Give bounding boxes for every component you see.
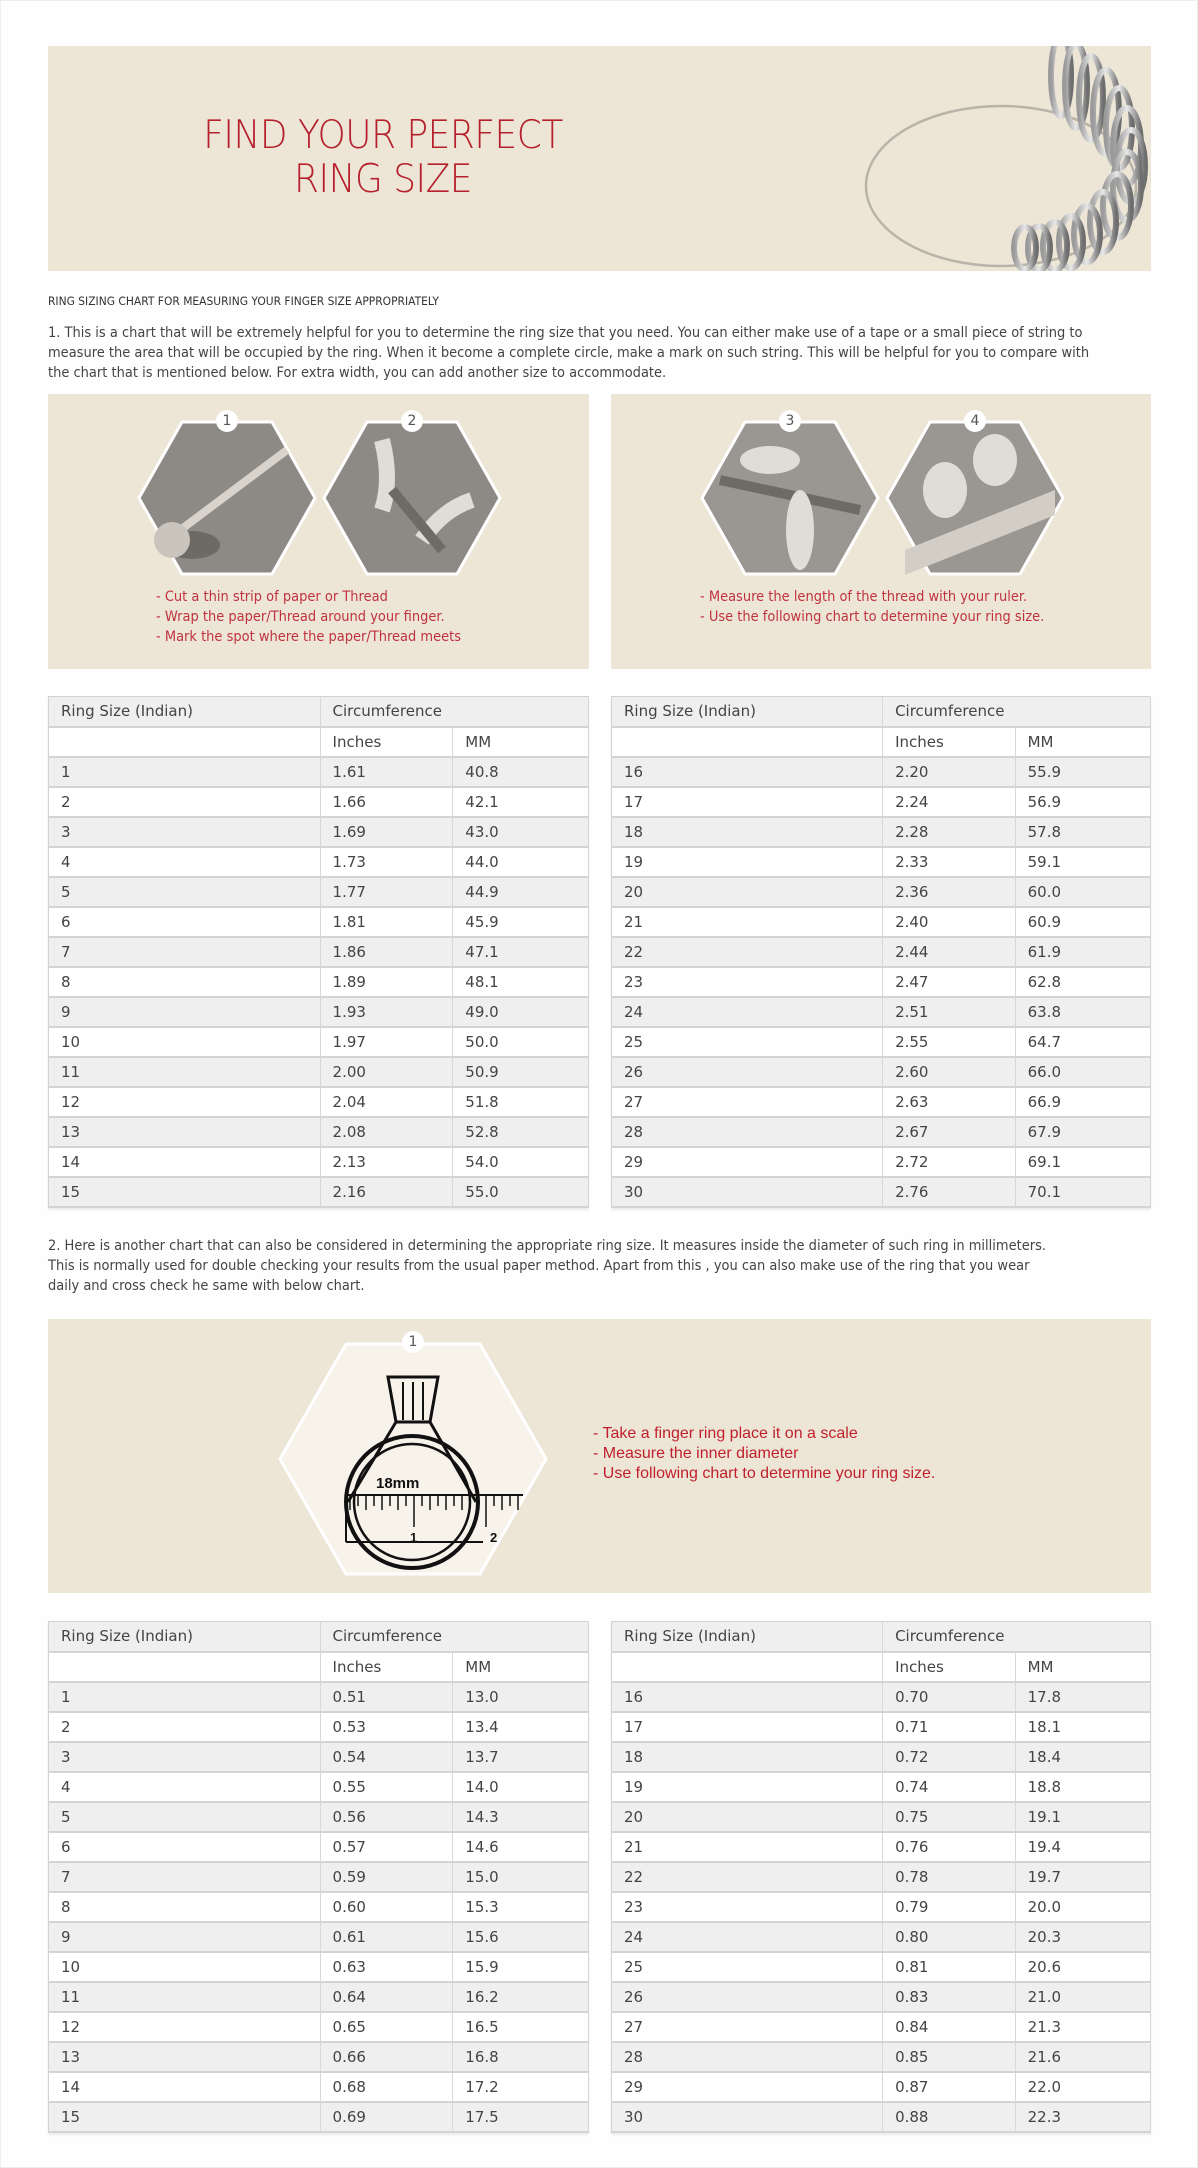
diameter-label: 18mm [376,1475,420,1492]
table-row: 4 1.73 44.0 [49,847,589,877]
table-row: 14 2.13 54.0 [49,1147,589,1177]
table-row: 15 0.69 17.5 [49,2102,589,2132]
instruction-line: - Take a finger ring place it on a scale [593,1425,858,1442]
step-number-badge: 1 [216,410,238,432]
table-row: 18 0.72 18.4 [612,1742,1151,1772]
banner-title-line2: RING SIZE [293,157,473,202]
table-row: 6 1.81 45.9 [49,907,589,937]
step-instructions [700,587,1044,627]
instruction-line: - Measure the inner diameter [593,1445,799,1462]
step-2-illustration [322,420,502,576]
table-row: 20 2.36 60.0 [612,877,1151,907]
table-row: 4 0.55 14.0 [49,1772,589,1802]
paragraph-line: the chart that is mentioned below. For extra width, you can add another size to accommodate. [48,365,667,381]
table-row: 23 0.79 20.0 [612,1892,1151,1922]
table-row: 16 2.20 55.9 [612,757,1151,787]
table-row: 1 1.61 40.8 [49,757,589,787]
instruction-line: - Measure the length of the thread with your ruler. [700,589,1028,605]
circumference-table-sizes-16-30 [611,696,1151,1208]
table-header-row [612,1622,1151,1652]
paragraph-line: This is normally used for double checking your results from the usual paper method. Apart from this , you can also make use of the ring that you wear [48,1258,1030,1274]
table-row: 26 2.60 66.0 [612,1057,1151,1087]
paragraph-line: 1. This is a chart that will be extremely helpful for you to determine the ring size that you need. You can either make use of a tape or a small piece of string to [48,325,1083,341]
table-row: 24 2.51 63.8 [612,997,1151,1027]
table-row: 30 2.76 70.1 [612,1177,1151,1207]
header-mm: MM [1015,1652,1150,1682]
table-row: 19 2.33 59.1 [612,847,1151,877]
table-row: 29 0.87 22.0 [612,2072,1151,2102]
table-row: 21 0.76 19.4 [612,1832,1151,1862]
steps-panel-1-2 [48,394,589,669]
steps-panel-3-4 [611,394,1151,669]
table-subheader-row [49,1652,589,1682]
instruction-line: - Cut a thin strip of paper or Thread [156,589,388,605]
header-inches: Inches [320,1652,453,1682]
circumference-table-sizes-1-15 [48,696,589,1208]
table-row: 5 0.56 14.3 [49,1802,589,1832]
table-row: 10 0.63 15.9 [49,1952,589,1982]
table-subheader-row [49,727,589,757]
banner-title [176,114,590,202]
header-ring-size: Ring Size (Indian) [49,1622,321,1652]
step-instructions [156,587,461,647]
table-row: 3 0.54 13.7 [49,1742,589,1772]
table-row: 2 1.66 42.1 [49,787,589,817]
step-1-illustration [137,420,317,576]
paragraph-line: 2. Here is another chart that can also be considered in determining the appropriate ring size. It measures inside the diameter of such ring in millimeters. [48,1238,1046,1254]
header-ring-size: Ring Size (Indian) [612,697,883,727]
header-circumference: Circumference [883,1622,1151,1652]
table-row: 5 1.77 44.9 [49,877,589,907]
banner-title-line1: FIND YOUR PERFECT [203,113,563,158]
table-row: 22 2.44 61.9 [612,937,1151,967]
table-row: 9 0.61 15.6 [49,1922,589,1952]
paragraph-line: daily and cross check he same with below chart. [48,1278,365,1294]
table-row: 12 0.65 16.5 [49,2012,589,2042]
svg-text:1: 1 [410,1530,418,1545]
table-row: 2 0.53 13.4 [49,1712,589,1742]
step-instructions [593,1424,935,1484]
step-number-badge: 4 [964,410,986,432]
table-subheader-row [612,727,1151,757]
table-row: 28 2.67 67.9 [612,1117,1151,1147]
table-subheader-row [612,1652,1151,1682]
table-row: 15 2.16 55.0 [49,1177,589,1207]
step-number-badge: 3 [779,410,801,432]
section-heading: RING SIZING CHART FOR MEASURING YOUR FINGER SIZE APPROPRIATELY [48,294,439,308]
header-mm: MM [453,727,589,757]
table-row: 14 0.68 17.2 [49,2072,589,2102]
table-row: 23 2.47 62.8 [612,967,1151,997]
header-inches: Inches [883,1652,1016,1682]
table-row: 17 2.24 56.9 [612,787,1151,817]
step-number-badge: 1 [402,1331,424,1353]
table-row: 9 1.93 49.0 [49,997,589,1027]
table-row: 18 2.28 57.8 [612,817,1151,847]
table-row: 13 2.08 52.8 [49,1117,589,1147]
header-inches: Inches [320,727,453,757]
section1-paragraph [48,323,1159,383]
table-row: 16 0.70 17.8 [612,1682,1151,1712]
table-row: 12 2.04 51.8 [49,1087,589,1117]
table-row: 28 0.85 21.6 [612,2042,1151,2072]
step-number-badge: 2 [401,410,423,432]
ring-on-ruler-diagram [278,1342,548,1576]
table-row: 29 2.72 69.1 [612,1147,1151,1177]
table-row: 7 0.59 15.0 [49,1862,589,1892]
instruction-line: - Wrap the paper/Thread around your finger. [156,609,445,625]
table-row: 20 0.75 19.1 [612,1802,1151,1832]
table-row: 17 0.71 18.1 [612,1712,1151,1742]
table-row: 10 1.97 50.0 [49,1027,589,1057]
table-header-row [612,697,1151,727]
table-row: 26 0.83 21.0 [612,1982,1151,2012]
paragraph-line: measure the area that will be occupied by the ring. When it become a complete circle, make a mark on such string. This will be helpful for you to compare with [48,345,1090,361]
ring-sizer-image [771,46,1151,271]
table-row: 19 0.74 18.8 [612,1772,1151,1802]
table-row: 8 0.60 15.3 [49,1892,589,1922]
table-row: 22 0.78 19.7 [612,1862,1151,1892]
table-row: 1 0.51 13.0 [49,1682,589,1712]
diameter-table-sizes-16-30 [611,1621,1151,2133]
instruction-line: - Use following chart to determine your ring size. [593,1465,936,1482]
table-header-row [49,1622,589,1652]
table-row: 27 0.84 21.3 [612,2012,1151,2042]
diameter-table-sizes-1-15 [48,1621,589,2133]
header-ring-size: Ring Size (Indian) [49,697,321,727]
table-row: 3 1.69 43.0 [49,817,589,847]
header-ring-size: Ring Size (Indian) [612,1622,883,1652]
header-mm: MM [1015,727,1150,757]
table-row: 7 1.86 47.1 [49,937,589,967]
table-row: 30 0.88 22.3 [612,2102,1151,2132]
table-row: 6 0.57 14.6 [49,1832,589,1862]
instruction-line: - Mark the spot where the paper/Thread meets [156,629,461,645]
header-mm: MM [453,1652,589,1682]
table-row: 27 2.63 66.9 [612,1087,1151,1117]
hero-banner [48,46,1151,271]
table-header-row [49,697,589,727]
table-row: 8 1.89 48.1 [49,967,589,997]
header-circumference: Circumference [883,697,1151,727]
table-row: 11 2.00 50.9 [49,1057,589,1087]
svg-text:2: 2 [490,1530,498,1545]
diameter-method-panel [48,1319,1151,1593]
step-3-illustration [700,420,880,576]
header-circumference: Circumference [320,1622,588,1652]
table-row: 24 0.80 20.3 [612,1922,1151,1952]
step-4-illustration [885,420,1065,576]
header-inches: Inches [883,727,1016,757]
table-row: 13 0.66 16.8 [49,2042,589,2072]
section2-paragraph [48,1236,1127,1296]
header-circumference: Circumference [320,697,588,727]
table-row: 11 0.64 16.2 [49,1982,589,2012]
table-row: 25 0.81 20.6 [612,1952,1151,1982]
table-row: 25 2.55 64.7 [612,1027,1151,1057]
instruction-line: - Use the following chart to determine your ring size. [700,609,1045,625]
table-row: 21 2.40 60.9 [612,907,1151,937]
